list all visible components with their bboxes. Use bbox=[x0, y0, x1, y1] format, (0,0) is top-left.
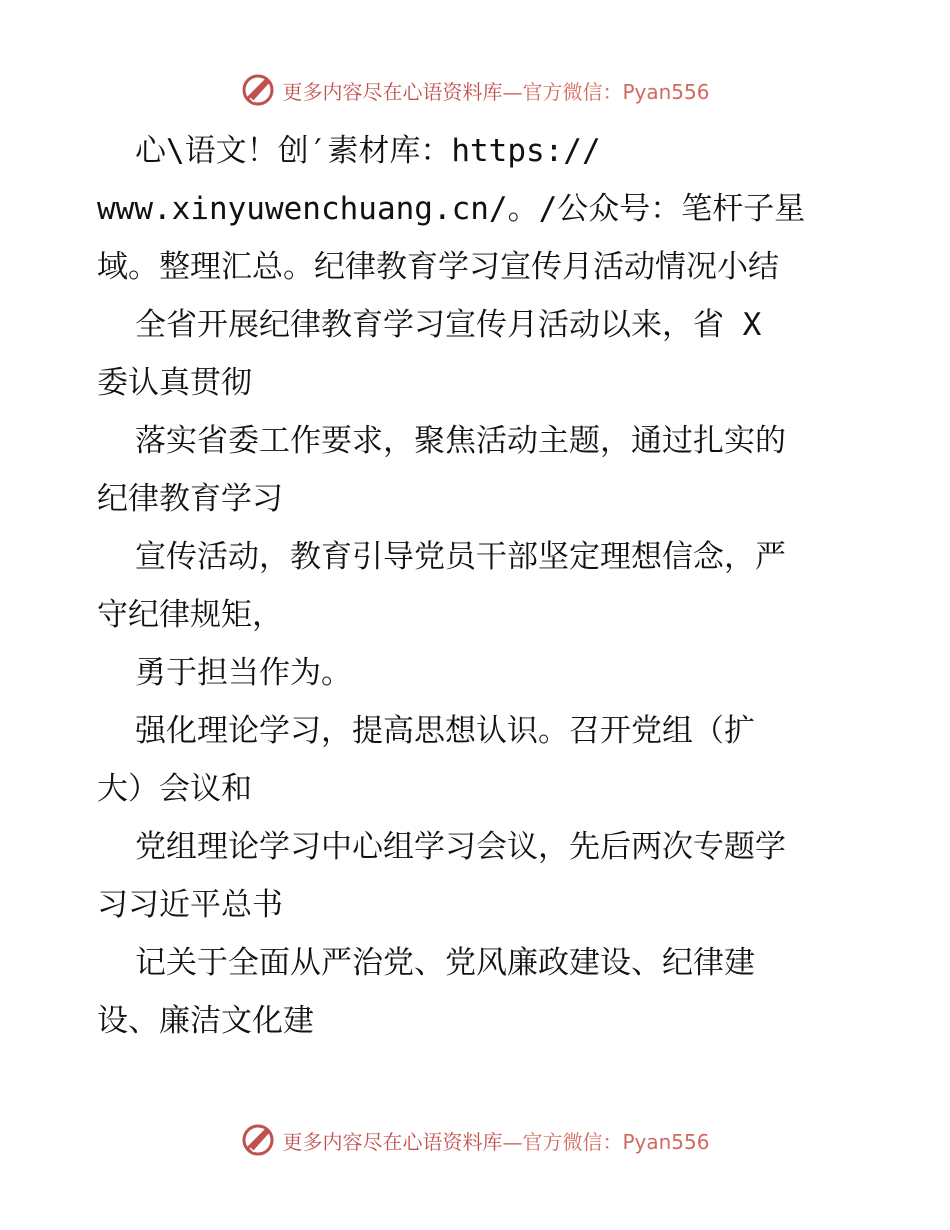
text-line: 全省开展纪律教育学习宣传月活动以来，省 X bbox=[135, 307, 762, 343]
header-banner-text bbox=[282, 76, 709, 105]
text-line: 记关于全面从严治党、党风廉政建设、纪律建 bbox=[135, 945, 755, 981]
text-line: 纪律教育学习 bbox=[97, 481, 283, 517]
header-banner-main: 更多内容尽在心语资料库 bbox=[282, 79, 503, 104]
text-line: 心\语文！创′素材库：https:// bbox=[135, 133, 601, 169]
header-banner-dash: — bbox=[502, 79, 523, 104]
pen-nib-logo-icon bbox=[240, 72, 276, 108]
text-line: 宣传活动，教育引导党员干部坚定理想信念，严 bbox=[135, 539, 786, 575]
footer-banner-main: 更多内容尽在心语资料库 bbox=[282, 1129, 503, 1154]
header-banner bbox=[0, 70, 950, 110]
text-line: 习习近平总书 bbox=[97, 887, 283, 923]
text-line: 大）会议和 bbox=[97, 771, 252, 807]
text-line: 强化理论学习，提高思想认识。召开党组（扩 bbox=[135, 713, 755, 749]
header-banner-wechat: 官方微信：Pyan556 bbox=[522, 79, 710, 104]
text-line: 落实省委工作要求，聚焦活动主题，通过扎实的 bbox=[135, 423, 786, 459]
text-line: 委认真贯彻 bbox=[97, 365, 252, 401]
pen-nib-logo-icon bbox=[240, 1122, 276, 1158]
text-line: 设、廉洁文化建 bbox=[97, 1003, 314, 1039]
text-line: www.xinyuwenchuang.cn/。/公众号：笔杆子星 bbox=[97, 191, 806, 227]
text-line: 党组理论学习中心组学习会议，先后两次专题学 bbox=[135, 829, 786, 865]
footer-banner-wechat: 官方微信：Pyan556 bbox=[522, 1129, 710, 1154]
footer-banner-dash: — bbox=[502, 1129, 523, 1154]
document-body bbox=[97, 122, 857, 1050]
text-line: 勇于担当作为。 bbox=[135, 655, 352, 691]
text-line: 守纪律规矩， bbox=[97, 597, 283, 633]
footer-banner-text bbox=[282, 1126, 709, 1155]
text-line: 域。整理汇总。纪律教育学习宣传月活动情况小结 bbox=[97, 249, 779, 285]
footer-banner bbox=[0, 1120, 950, 1160]
